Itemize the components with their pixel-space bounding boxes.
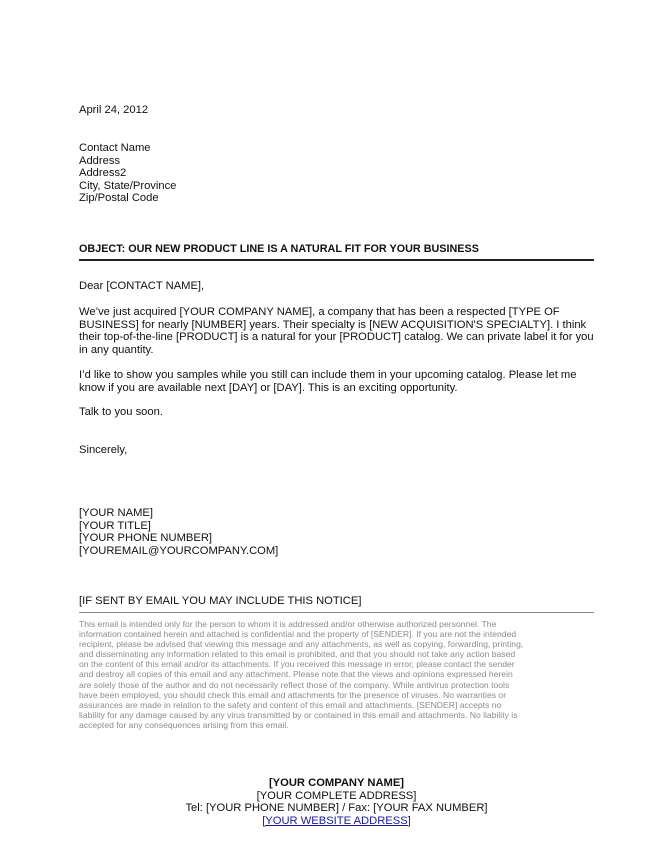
email-notice-heading <box>79 595 594 608</box>
recipient-address <box>79 142 594 205</box>
signature-phone: [YOUR PHONE NUMBER] <box>79 532 213 545</box>
valediction <box>79 444 594 457</box>
body-paragraph-2 <box>79 369 594 394</box>
disclaimer-line: on the content of this email and/or its attachments. If you received this message in error, please contact the sender <box>79 659 515 670</box>
signature-block <box>79 507 594 557</box>
letter-date <box>79 104 594 117</box>
date-text: April 24, 2012 <box>79 104 149 116</box>
body-paragraph-1 <box>79 306 594 356</box>
footer-website-link[interactable]: [YOUR WEBSITE ADDRESS] <box>262 814 411 827</box>
subject-text: OBJECT: OUR NEW PRODUCT LINE IS A NATURAL FIT FOR YOUR BUSINESS <box>79 243 479 255</box>
salutation <box>79 280 594 293</box>
paragraph-line: their top-of-the-line [PRODUCT] is a natural for your [PRODUCT] catalog. We can private label it for you <box>79 331 594 344</box>
recipient-zip: Zip/Postal Code <box>79 192 159 205</box>
footer-company-name: [YOUR COMPANY NAME] <box>268 777 405 789</box>
disclaimer-line: accepted for any consequences arising from this email. <box>79 719 289 730</box>
recipient-city-state: City, State/Province <box>79 179 177 192</box>
disclaimer-line: assurances are made in relation to the safety and content of this email and attachments. [SENDER] accepts no <box>79 699 502 710</box>
signature-name: [YOUR NAME] <box>79 507 153 519</box>
paragraph-line: know if you are available next [DAY] or [DAY]. This is an exciting opportunity. <box>79 381 458 394</box>
disclaimer-line: information contained herein and attached is confidential and the property of [SENDER]. If you are not the intended <box>79 629 517 640</box>
subject-line <box>79 243 594 256</box>
notice-heading-text: [IF SENT BY EMAIL YOU MAY INCLUDE THIS NOTICE] <box>79 595 362 607</box>
footer-contact: Tel: [YOUR PHONE NUMBER] / Fax: [YOUR FAX NUMBER] <box>185 802 488 815</box>
closing-line <box>79 406 594 419</box>
email-disclaimer <box>79 619 594 730</box>
footer-address: [YOUR COMPLETE ADDRESS] <box>256 789 417 802</box>
recipient-address-line-2: Address2 <box>79 167 127 180</box>
disclaimer-line: and destroy all copies of this email and any attachment. Please note that the views and opinions expressed herein <box>79 669 513 680</box>
disclaimer-line: This email is intended only for the person to whom it is addressed and/or otherwise authorized personnel. The <box>79 619 497 629</box>
signature-title: [YOUR TITLE] <box>79 519 151 532</box>
disclaimer-line: have been employed, you should check this email and attachments for the presence of viruses. No warranties or <box>79 689 507 700</box>
disclaimer-line: liability for any damage caused by any virus transmitted by or contained in this email and attachments. No liability is <box>79 709 518 720</box>
valediction-text: Sincerely, <box>79 444 128 456</box>
paragraph-line: We’ve just acquired [YOUR COMPANY NAME], a company that has been a respected [TYPE OF <box>79 306 560 318</box>
notice-divider <box>79 612 594 613</box>
recipient-contact-name: Contact Name <box>79 142 151 154</box>
disclaimer-line: recipient, please be advised that viewing this message and any attachments, as well as copying, forwarding, printing, <box>79 639 524 650</box>
salutation-text: Dear [CONTACT NAME], <box>79 280 205 292</box>
disclaimer-line: are solely those of the author and do not necessarily reflect those of the company. While antivirus protection tools <box>79 679 510 690</box>
subject-divider <box>79 259 594 261</box>
closing-text: Talk to you soon. <box>79 406 163 418</box>
signature-email: [YOUREMAIL@YOURCOMPANY.COM] <box>79 544 279 557</box>
company-footer <box>79 777 594 827</box>
paragraph-line: I’d like to show you samples while you still can include them in your upcoming catalog. Please let me <box>79 369 577 381</box>
paragraph-line: in any quantity. <box>79 343 154 356</box>
paragraph-line: BUSINESS] for nearly [NUMBER] years. Their specialty is [NEW ACQUISITION'S SPECIALTY]. I think <box>79 318 587 331</box>
disclaimer-line: and disseminating any information related to this email is prohibited, and that you should not take any action based <box>79 649 516 660</box>
recipient-address-line-1: Address <box>79 154 121 167</box>
